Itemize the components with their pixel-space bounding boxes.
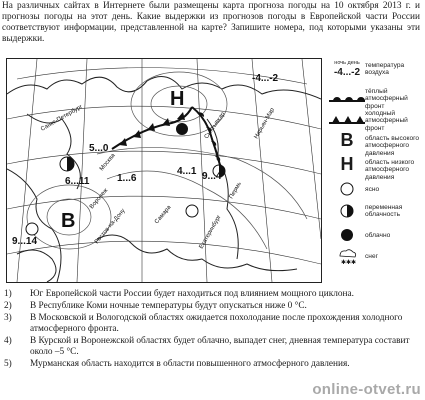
option-item: 4) В Курской и Воронежской областях будет облачно, выпадет снег, дневная температура составит около –5 °С. [4,336,410,357]
legend-temp: ночь день -4...-2 температура воздуха [325,60,425,84]
option-item: 5) Мурманская область находится в области повышенного атмосферного давления. [4,359,350,369]
map-city: Екатеринбург [198,214,223,250]
map-legend [325,60,425,285]
legend-night-label: ночь [334,60,346,66]
map-high-pressure: В [61,210,76,232]
legend-snow: ✱✱✱ снег [325,248,425,266]
legend-cloudy: облачно [325,228,425,244]
map-temp: 9...14 [12,236,38,247]
map-clear-icon [186,205,198,217]
option-item: 2) В Республике Коми ночные температуры будут опускаться ниже 0 °С. [4,301,307,311]
map-city: Самара [153,204,173,226]
svg-text:✱✱✱: ✱✱✱ [341,260,357,266]
map-temp: 9...4 [202,171,222,182]
warm-front-icon [327,93,367,103]
legend-temp-sample: -4...-2 [333,67,361,78]
low-pressure-icon: Н [340,154,354,174]
option-item: 3) В Московской и Вологодской областях ожидается похолодание после прохождения холодного атмосферного фронта. [4,313,403,334]
legend-low: Н область низкого атмосферного давления [325,154,425,176]
legend-clear: ясно [325,182,425,198]
option-item: 1) Юг Европейской части России будет находиться под влиянием мощного циклона. [4,289,354,299]
map-clear-icon-2 [26,223,38,235]
variable-cloud-icon [340,204,354,218]
map-temp: 5...0 [89,143,109,154]
cold-front-icon [327,115,367,125]
legend-day-label: день [347,60,360,66]
answer-options [2,289,422,371]
question-text: На различных сайтах в Интернете были размещены карта прогноза погоды на 10 октября 2013 г. и прогнозы погоды на этот день. Какие выдержки из прогнозов погоды в Европейской части России соответствуют информации, представленной на карте? Запишите номера, под которыми указаны эти выдержки. [2,1,420,44]
legend-cold-front: холодный атмосферный фронт [325,110,425,128]
cloudy-icon [340,228,354,242]
map-city: Сыктывкар [203,111,227,141]
watermark: online-otvet.ru [312,381,421,398]
map-temp: 4...1 [177,166,197,177]
map-temp: 1...6 [117,173,137,184]
map-city: Ростов-на-Дону [93,207,127,246]
legend-high: В область высокого атмосферного давления [325,130,425,152]
map-temp: -4...-2 [252,73,279,84]
map-low-pressure: Н [170,88,185,110]
legend-warm-front: тёплый атмосферный фронт [325,88,425,106]
snow-icon [325,248,369,269]
map-variable-icon [60,157,74,171]
weather-map [6,58,322,283]
map-city: Москва [98,152,117,173]
map-temp: 6...11 [65,176,90,187]
map-cloudy-icon [176,123,188,135]
clear-icon [340,182,354,196]
map-city: Нарьян-Мар [253,107,276,140]
legend-variable: переменная облачность [325,202,425,224]
map-city: Пермь [228,181,243,200]
high-pressure-icon: В [340,130,354,150]
map-city: Санкт-Петербург [40,104,84,133]
map-city: Воронеж [88,187,110,211]
